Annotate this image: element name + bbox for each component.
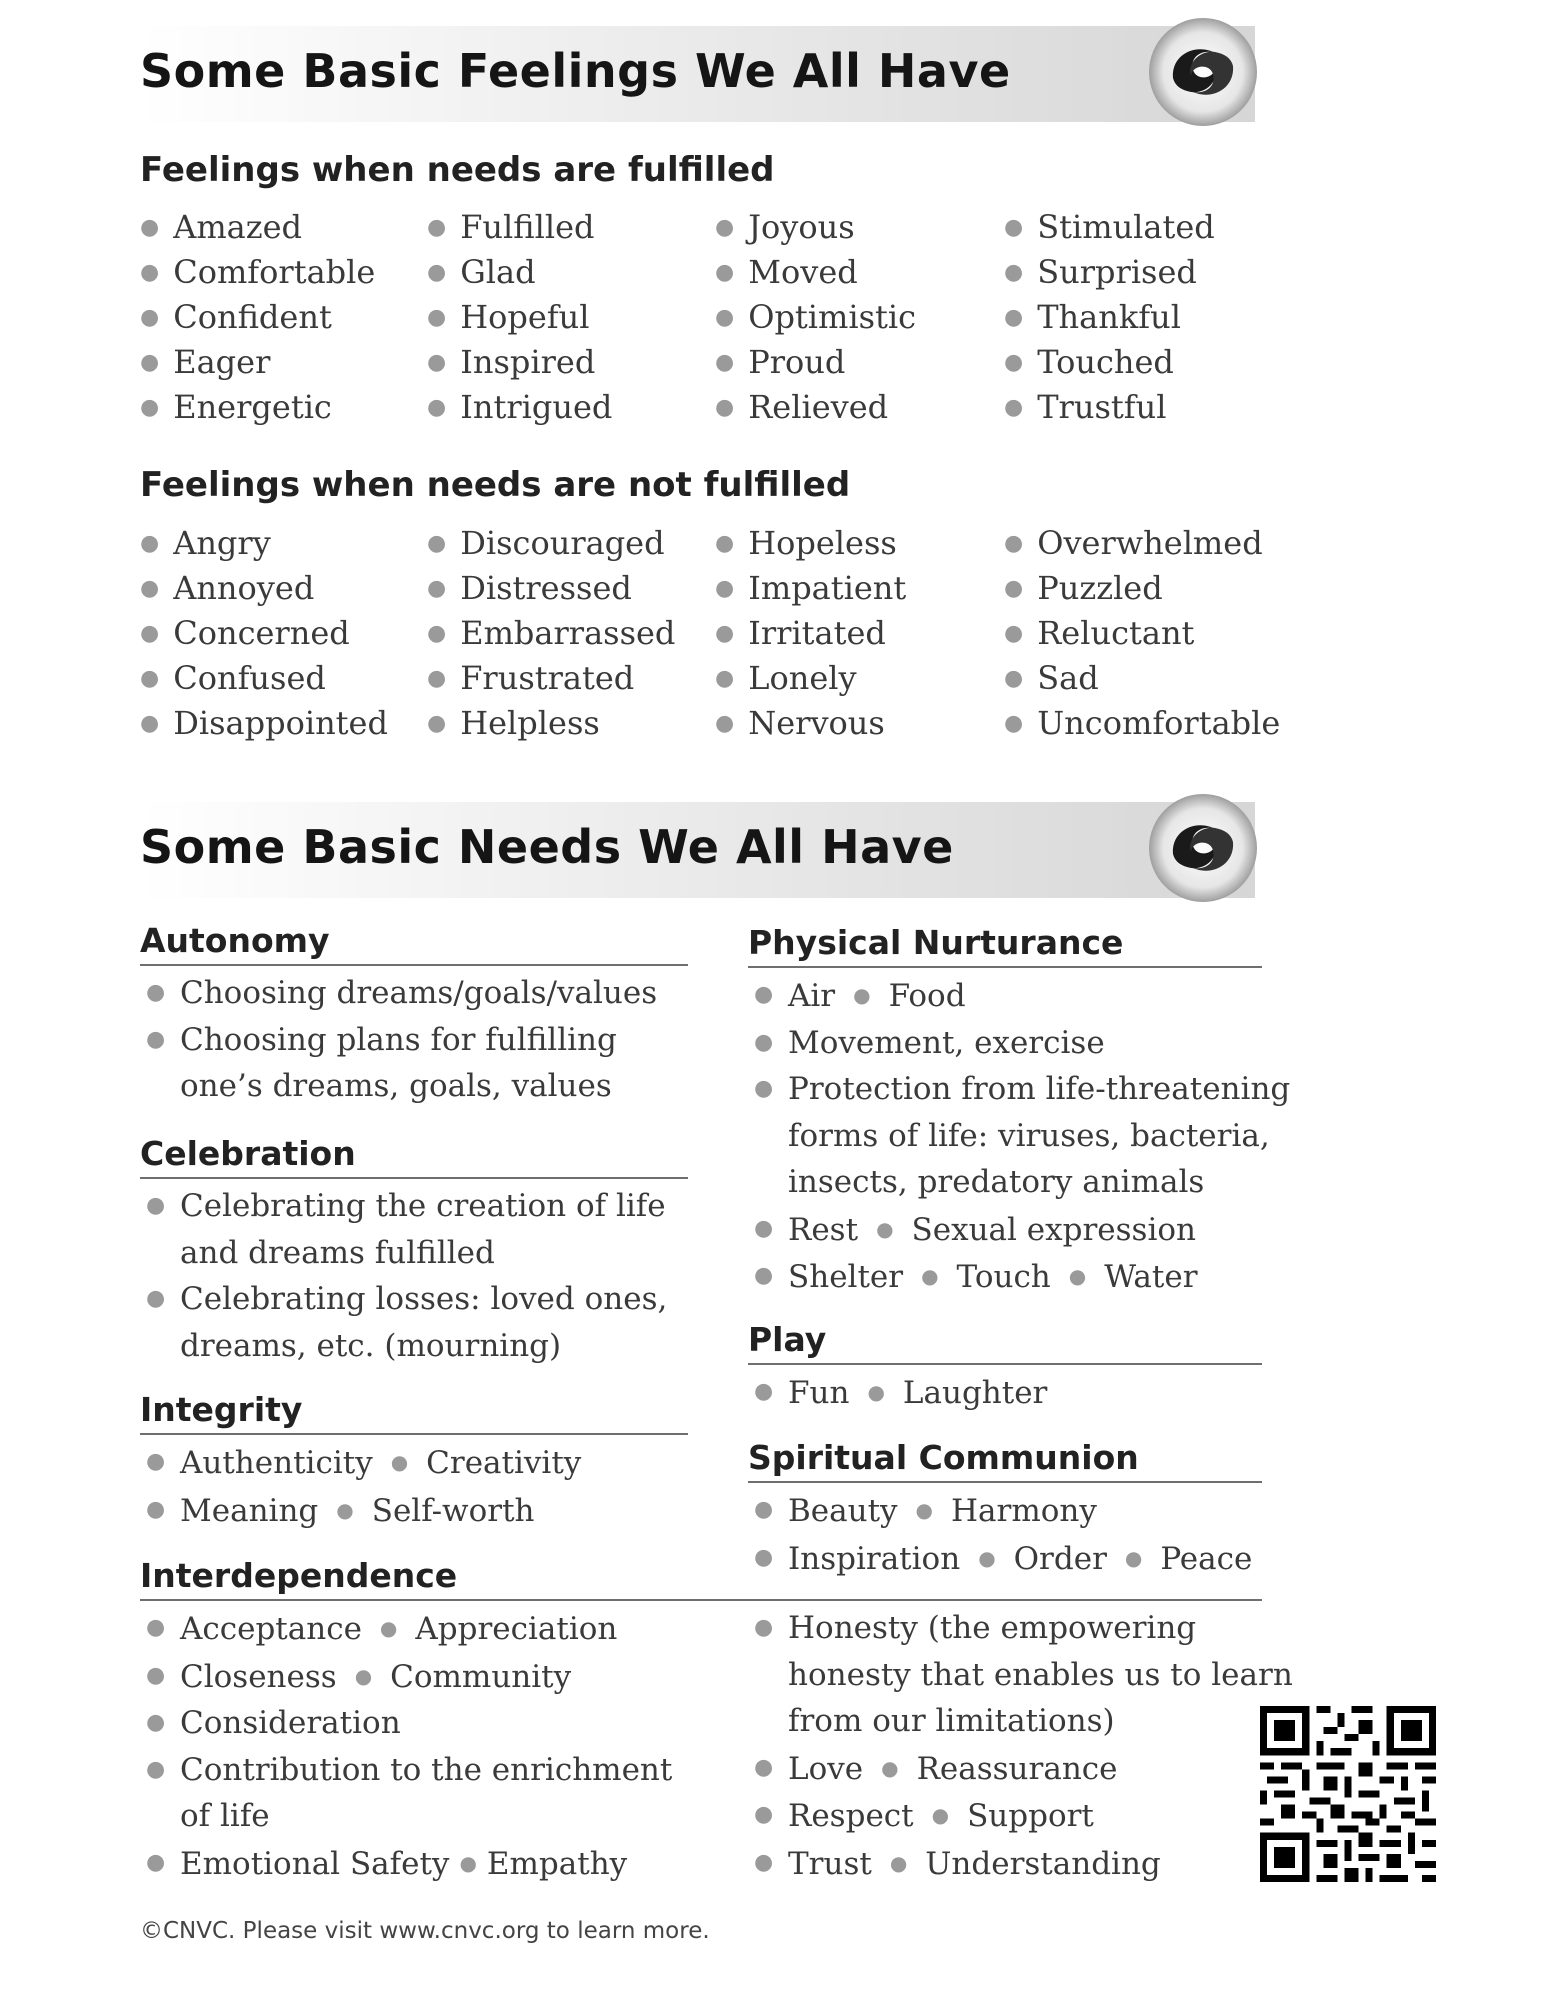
list-item: ● Meaning ● Self-worth <box>146 1492 535 1529</box>
list-item-continued: forms of life: viruses, bacteria, <box>788 1117 1270 1154</box>
list-item: ● Overwhelmed <box>1004 524 1263 562</box>
list-item: ● Emotional Safety ● Empathy <box>146 1845 628 1882</box>
list-item: ● Reluctant <box>1004 614 1195 652</box>
need-physical-nurturance <box>748 922 1291 1301</box>
list-item: ● Uncomfortable <box>1004 704 1281 742</box>
list-item: ● Distressed <box>427 569 632 607</box>
list-item-continued: from our limitations) <box>788 1703 1115 1739</box>
list-item: ● Respect ● Support <box>754 1798 1094 1834</box>
list-item: ● Authenticity ● Creativity <box>146 1445 582 1481</box>
divider <box>748 1481 1262 1483</box>
list-item: ● Frustrated <box>427 659 635 697</box>
list-item: ● Proud <box>715 343 846 381</box>
list-item: ● Moved <box>715 253 858 291</box>
cnvc-swirl-logo-icon <box>1149 794 1257 902</box>
list-item-continued: one’s dreams, goals, values <box>180 1068 612 1104</box>
fulfilled-heading: Feelings when needs are fulfilled <box>140 150 775 190</box>
list-item: ● Honesty (the empowering <box>754 1610 1197 1646</box>
list-item-continued: of life <box>180 1798 270 1834</box>
list-item: ● Air ● Food <box>754 978 966 1014</box>
list-item: ● Glad <box>427 253 536 291</box>
list-item: ● Optimistic <box>715 298 917 336</box>
list-item: ● Shelter ● Touch ● Water <box>754 1259 1198 1295</box>
feelings-banner <box>140 26 1255 122</box>
list-item: ● Rest ● Sexual expression <box>754 1211 1196 1248</box>
list-item: ● Irritated <box>715 614 886 652</box>
fulfilled-column-2 <box>427 205 612 430</box>
list-item: ● Beauty ● Harmony <box>754 1493 1097 1529</box>
list-item: ● Fun ● Laughter <box>754 1375 1048 1411</box>
needs-title: Some Basic Needs We All Have <box>140 820 954 874</box>
list-item-continued: dreams, etc. (mourning) <box>180 1327 562 1364</box>
list-item: ● Choosing plans for fulfilling <box>146 1021 617 1058</box>
list-item: ● Fulfilled <box>427 208 595 246</box>
list-item: ● Hopeful <box>427 298 590 336</box>
need-celebration <box>140 1133 688 1369</box>
list-item: ● Inspired <box>427 343 596 381</box>
list-item: ● Movement, exercise <box>754 1024 1105 1061</box>
list-item: ● Touched <box>1004 343 1174 381</box>
list-item: ● Consideration <box>146 1705 401 1741</box>
interdependence-right-list <box>748 1605 1293 1887</box>
list-item: ● Comfortable <box>140 253 376 291</box>
divider <box>140 1177 688 1179</box>
list-item: ● Love ● Reassurance <box>754 1750 1118 1787</box>
list-item: ● Discouraged <box>427 524 665 562</box>
copyright-footer: ©CNVC. Please visit www.cnvc.org to learn more. <box>140 1918 710 1944</box>
divider <box>140 1599 1262 1601</box>
list-item: ● Joyous <box>715 208 855 246</box>
not-fulfilled-column-1 <box>140 521 388 746</box>
not-fulfilled-column-4 <box>1004 521 1280 746</box>
list-item: ● Contribution to the enrichment <box>146 1751 673 1788</box>
list-item: ● Disappointed <box>140 704 388 742</box>
feelings-title: Some Basic Feelings We All Have <box>140 44 1011 98</box>
list-item: ● Relieved <box>715 388 889 426</box>
fulfilled-column-4 <box>1004 205 1215 430</box>
cnvc-swirl-logo-icon <box>1149 18 1257 126</box>
need-play <box>748 1319 1262 1417</box>
need-autonomy <box>140 920 688 1110</box>
list-item: ● Confused <box>140 659 326 697</box>
list-item-continued: honesty that enables us to learn <box>788 1656 1293 1693</box>
list-item: ● Annoyed <box>140 569 315 607</box>
section-heading: Interdependence <box>140 1556 458 1595</box>
fulfilled-column-1 <box>140 205 375 430</box>
list-item-continued: and dreams fulfilled <box>180 1234 495 1271</box>
divider <box>140 1433 688 1435</box>
not-fulfilled-heading: Feelings when needs are not fulfilled <box>140 465 851 505</box>
list-item: ● Surprised <box>1004 253 1197 291</box>
list-item: ● Trust ● Understanding <box>754 1845 1161 1882</box>
list-item: ● Embarrassed <box>427 614 676 652</box>
list-item: ● Sad <box>1004 659 1099 697</box>
list-item: ● Confident <box>140 298 332 336</box>
list-item: ● Protection from life-threatening <box>754 1071 1291 1107</box>
divider <box>748 966 1262 968</box>
list-item: ● Closeness ● Community <box>146 1658 572 1695</box>
list-item: ● Choosing dreams/goals/values <box>146 975 658 1011</box>
list-item: ● Lonely <box>715 659 857 697</box>
not-fulfilled-column-3 <box>715 521 906 746</box>
need-spiritual-communion <box>748 1437 1262 1582</box>
need-integrity <box>140 1389 688 1534</box>
section-heading: Autonomy <box>140 921 330 960</box>
list-item-continued: insects, predatory animals <box>788 1164 1205 1200</box>
section-heading: Physical Nurturance <box>748 923 1124 962</box>
list-item: ● Celebrating losses: loved ones, <box>146 1281 668 1317</box>
qr-code-icon[interactable] <box>1260 1706 1436 1886</box>
list-item: ● Amazed <box>140 208 303 246</box>
list-item: ● Nervous <box>715 704 885 742</box>
list-item: ● Puzzled <box>1004 569 1163 607</box>
interdependence-left-list <box>140 1605 672 1887</box>
list-item: ● Acceptance ● Appreciation <box>146 1611 618 1647</box>
list-item: ● Stimulated <box>1004 208 1215 246</box>
list-item: ● Impatient <box>715 569 907 607</box>
list-item: ● Energetic <box>140 388 332 426</box>
fulfilled-column-3 <box>715 205 916 430</box>
list-item: ● Concerned <box>140 614 350 652</box>
section-heading: Play <box>748 1320 827 1359</box>
list-item: ● Thankful <box>1004 298 1181 336</box>
divider <box>140 964 688 966</box>
list-item: ● Helpless <box>427 704 600 742</box>
list-item: ● Celebrating the creation of life <box>146 1188 666 1224</box>
list-item: ● Hopeless <box>715 524 897 562</box>
section-heading: Celebration <box>140 1134 356 1173</box>
list-item: ● Intrigued <box>427 388 613 426</box>
needs-banner <box>140 802 1255 898</box>
list-item: ● Eager <box>140 343 271 381</box>
list-item: ● Inspiration ● Order ● Peace <box>754 1540 1253 1577</box>
list-item: ● Angry <box>140 524 271 562</box>
not-fulfilled-column-2 <box>427 521 675 746</box>
section-heading: Spiritual Communion <box>748 1438 1139 1477</box>
divider <box>748 1363 1262 1365</box>
section-heading: Integrity <box>140 1390 303 1429</box>
list-item: ● Trustful <box>1004 388 1167 426</box>
